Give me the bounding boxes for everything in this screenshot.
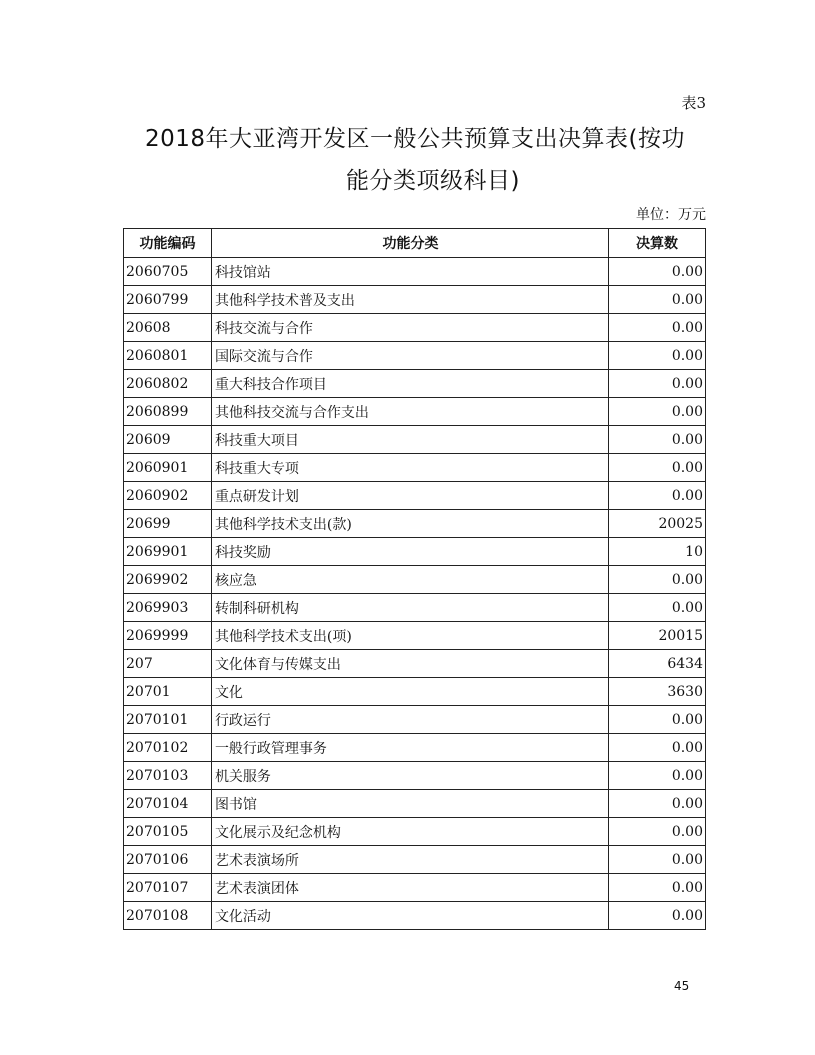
table-row <box>124 902 706 930</box>
page-title <box>120 118 710 202</box>
table-row <box>124 510 706 538</box>
row-amount-cell: 3630 <box>609 678 706 706</box>
row-code-cell: 2060902 <box>124 482 212 510</box>
row-amount-cell: 0.00 <box>609 426 706 454</box>
row-category-cell: 国际交流与合作 <box>211 342 608 370</box>
row-amount-cell: 10 <box>609 538 706 566</box>
row-category-cell: 行政运行 <box>211 706 608 734</box>
row-amount-cell: 0.00 <box>609 258 706 286</box>
row-amount-cell: 0.00 <box>609 874 706 902</box>
row-code-cell: 2070104 <box>124 790 212 818</box>
table-header-row <box>124 229 706 258</box>
row-category-cell: 艺术表演团体 <box>211 874 608 902</box>
table-row <box>124 846 706 874</box>
row-code-cell: 20609 <box>124 426 212 454</box>
table-row <box>124 734 706 762</box>
row-category-cell: 科技馆站 <box>211 258 608 286</box>
title-line-1: 2018年大亚湾开发区一般公共预算支出决算表(按功 <box>144 126 685 152</box>
unit-label: 单位：万元 <box>636 207 706 223</box>
row-code-cell: 2070101 <box>124 706 212 734</box>
table-row <box>124 342 706 370</box>
row-category-cell: 科技交流与合作 <box>211 314 608 342</box>
table-row <box>124 762 706 790</box>
row-code-cell: 20699 <box>124 510 212 538</box>
row-amount-cell: 0.00 <box>609 706 706 734</box>
row-amount-cell: 0.00 <box>609 762 706 790</box>
row-amount-cell: 20015 <box>609 622 706 650</box>
row-code-cell: 2070103 <box>124 762 212 790</box>
table-body <box>124 258 706 930</box>
row-amount-cell: 0.00 <box>609 342 706 370</box>
row-code-cell: 2060801 <box>124 342 212 370</box>
column-header-amount: 决算数 <box>609 229 706 258</box>
table-row <box>124 482 706 510</box>
table-number-label: 表3 <box>681 94 706 112</box>
row-category-cell: 重点研发计划 <box>211 482 608 510</box>
table-row <box>124 370 706 398</box>
row-amount-cell: 0.00 <box>609 734 706 762</box>
row-code-cell: 2060899 <box>124 398 212 426</box>
table-row <box>124 622 706 650</box>
table-row <box>124 258 706 286</box>
budget-table <box>123 228 706 930</box>
title-line-2: 能分类项级科目) <box>346 168 520 194</box>
row-code-cell: 2060802 <box>124 370 212 398</box>
row-category-cell: 文化展示及纪念机构 <box>211 818 608 846</box>
row-category-cell: 其他科学技术普及支出 <box>211 286 608 314</box>
row-category-cell: 其他科技交流与合作支出 <box>211 398 608 426</box>
row-category-cell: 科技重大专项 <box>211 454 608 482</box>
row-amount-cell: 0.00 <box>609 370 706 398</box>
row-category-cell: 其他科学技术支出(项) <box>211 622 608 650</box>
row-code-cell: 2070108 <box>124 902 212 930</box>
row-category-cell: 文化活动 <box>211 902 608 930</box>
row-code-cell: 20608 <box>124 314 212 342</box>
page-number: 45 <box>674 979 690 993</box>
row-category-cell: 转制科研机构 <box>211 594 608 622</box>
row-amount-cell: 0.00 <box>609 398 706 426</box>
row-category-cell: 图书馆 <box>211 790 608 818</box>
table-row <box>124 454 706 482</box>
table-row <box>124 874 706 902</box>
row-category-cell: 核应急 <box>211 566 608 594</box>
row-amount-cell: 0.00 <box>609 566 706 594</box>
row-code-cell: 2069902 <box>124 566 212 594</box>
row-code-cell: 2070107 <box>124 874 212 902</box>
table-row <box>124 706 706 734</box>
row-category-cell: 机关服务 <box>211 762 608 790</box>
row-category-cell: 文化体育与传媒支出 <box>211 650 608 678</box>
row-category-cell: 文化 <box>211 678 608 706</box>
row-code-cell: 2060705 <box>124 258 212 286</box>
row-code-cell: 2060901 <box>124 454 212 482</box>
table-row <box>124 314 706 342</box>
table-row <box>124 538 706 566</box>
row-category-cell: 其他科学技术支出(款) <box>211 510 608 538</box>
row-category-cell: 科技奖励 <box>211 538 608 566</box>
row-code-cell: 2070106 <box>124 846 212 874</box>
row-amount-cell: 6434 <box>609 650 706 678</box>
table-row <box>124 398 706 426</box>
table-row <box>124 818 706 846</box>
row-amount-cell: 20025 <box>609 510 706 538</box>
row-amount-cell: 0.00 <box>609 594 706 622</box>
row-amount-cell: 0.00 <box>609 454 706 482</box>
row-category-cell: 科技重大项目 <box>211 426 608 454</box>
column-header-category: 功能分类 <box>211 229 608 258</box>
row-amount-cell: 0.00 <box>609 790 706 818</box>
column-header-code: 功能编码 <box>124 229 212 258</box>
row-code-cell: 2069901 <box>124 538 212 566</box>
table-row <box>124 790 706 818</box>
row-code-cell: 2070102 <box>124 734 212 762</box>
row-category-cell: 艺术表演场所 <box>211 846 608 874</box>
row-code-cell: 207 <box>124 650 212 678</box>
row-amount-cell: 0.00 <box>609 818 706 846</box>
row-category-cell: 重大科技合作项目 <box>211 370 608 398</box>
table-row <box>124 286 706 314</box>
row-code-cell: 2069999 <box>124 622 212 650</box>
table-row <box>124 678 706 706</box>
row-code-cell: 2069903 <box>124 594 212 622</box>
row-code-cell: 20701 <box>124 678 212 706</box>
row-amount-cell: 0.00 <box>609 286 706 314</box>
row-amount-cell: 0.00 <box>609 482 706 510</box>
row-code-cell: 2070105 <box>124 818 212 846</box>
table-row <box>124 566 706 594</box>
row-amount-cell: 0.00 <box>609 314 706 342</box>
table-row <box>124 426 706 454</box>
row-code-cell: 2060799 <box>124 286 212 314</box>
table-row <box>124 650 706 678</box>
row-category-cell: 一般行政管理事务 <box>211 734 608 762</box>
row-amount-cell: 0.00 <box>609 846 706 874</box>
row-amount-cell: 0.00 <box>609 902 706 930</box>
table-row <box>124 594 706 622</box>
